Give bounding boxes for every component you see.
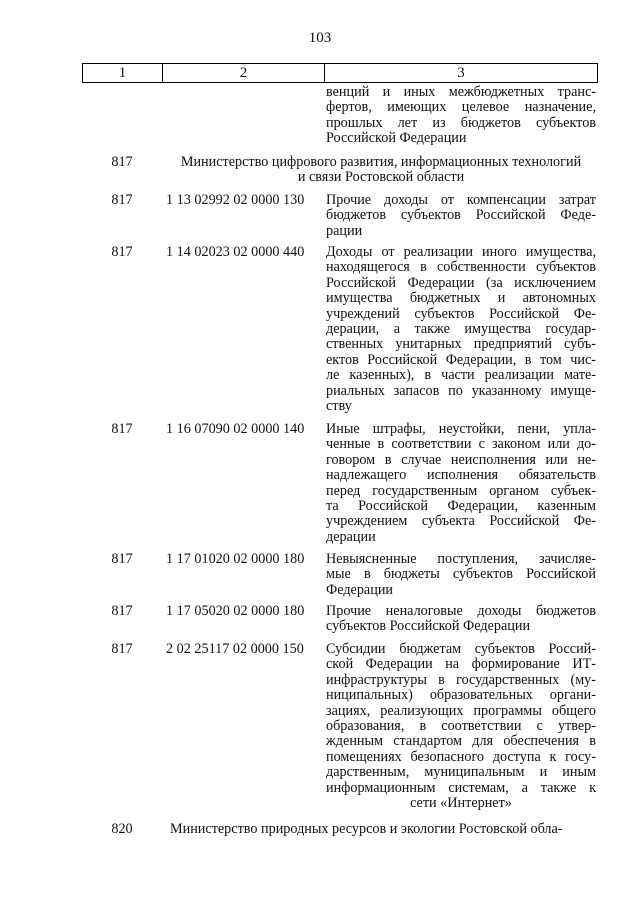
- text-line: дерации, а также имущества государ-: [326, 321, 596, 338]
- income-description: [326, 245, 596, 414]
- kbk-code: 1 16 07090 02 0000 140: [166, 421, 305, 437]
- kbk-code: 2 02 25117 02 0000 150: [166, 641, 304, 657]
- text-line: перед государственным органом субъек-: [326, 482, 596, 499]
- kbk-code: 1 13 02992 02 0000 130: [166, 192, 305, 208]
- text-line: сети «Интернет»: [410, 795, 512, 812]
- text-line: помещениях безопасного доступа к госу-: [326, 748, 596, 765]
- kbk-code: 1 17 05020 02 0000 180: [166, 603, 305, 619]
- text-line: и связи Ростовской области: [297, 169, 465, 186]
- text-line: ле казенных), в части реализации мате-: [326, 367, 596, 384]
- income-description: [326, 604, 596, 635]
- text-line: бюджетов субъектов Российской Феде-: [326, 207, 596, 224]
- text-line: Прочие доходы от компенсации затрат: [326, 192, 596, 208]
- text-line: жденным стандартом для обеспечения в: [326, 733, 596, 750]
- income-description: [326, 422, 596, 545]
- text-line: ской Федерации на формирование ИТ-: [326, 656, 596, 673]
- admin-code: 817: [111, 244, 133, 260]
- text-line: Российской Федерации: [326, 130, 467, 147]
- text-line: имущества бюджетных и автономных: [326, 290, 596, 307]
- text-line: та Российской Федерации, казенным: [326, 498, 596, 515]
- text-line: инфраструктуры в государственных (му-: [326, 671, 596, 688]
- text-line: ниципальных) образовательных органи-: [326, 687, 596, 704]
- text-line: ченные в соответствии с законом или до-: [326, 436, 596, 453]
- ministry-title: [170, 822, 596, 837]
- text-line: риальных запасов по указанному имуще-: [326, 382, 596, 399]
- column-header-2: 2: [163, 64, 325, 82]
- admin-code: 817: [111, 421, 133, 437]
- text-line: надлежащего исполнения обязательств: [326, 467, 596, 484]
- text-line: Доходы от реализации иного имущества,: [326, 244, 596, 260]
- text-line: дарственным, муниципальным и иным: [326, 764, 596, 781]
- text-line: информационным системам, а также к: [326, 779, 596, 796]
- text-line: Прочие неналоговые доходы бюджетов: [326, 603, 596, 619]
- text-line: говором в случае неисполнения или не-: [326, 451, 596, 468]
- text-line: учреждением субъекта Российской Фе-: [326, 513, 596, 530]
- text-line: Федерации: [326, 581, 394, 598]
- text-line: Субсидии бюджетам субъектов Россий-: [326, 641, 596, 657]
- text-line: Министерство цифрового развития, информационных технологий: [180, 154, 582, 170]
- kbk-code: 1 14 02023 02 0000 440: [166, 244, 305, 260]
- column-header-1: 1: [83, 64, 163, 82]
- carryover-text: [326, 85, 596, 147]
- page-number: 103: [308, 30, 332, 46]
- admin-code: 817: [111, 551, 133, 567]
- text-line: ектов Российской Федерации, в том чис-: [326, 351, 596, 368]
- income-description: [326, 193, 596, 239]
- text-line: субъектов Российской Федерации: [326, 618, 531, 635]
- text-line: мые в бюджеты субъектов Российской: [326, 566, 596, 583]
- admin-code: 817: [111, 641, 133, 657]
- income-description: [326, 642, 596, 811]
- text-line: Иные штрафы, неустойки, пени, упла-: [326, 421, 596, 437]
- text-line: зациях, реализующих программы общего: [326, 702, 596, 719]
- text-line: рации: [326, 222, 363, 239]
- ministry-title: [166, 155, 596, 186]
- text-line: учреждений субъектов Российской Фе-: [326, 305, 596, 322]
- text-line: дерации: [326, 528, 376, 545]
- text-line: образования, в соответствии с утвер-: [326, 718, 596, 735]
- admin-code: 817: [111, 154, 133, 170]
- kbk-code: 1 17 01020 02 0000 180: [166, 551, 305, 567]
- income-description: [326, 552, 596, 598]
- text-line: Российской Федерации (за исключением: [326, 274, 596, 291]
- table-column-header: [82, 63, 598, 83]
- admin-code: 817: [111, 192, 133, 208]
- text-line: фертов, имеющих целевое назначение,: [326, 99, 596, 116]
- admin-code: 817: [111, 603, 133, 619]
- text-line: находящегося в собственности субъектов: [326, 259, 596, 276]
- text-line: прошлых лет из бюджетов субъектов: [326, 114, 596, 131]
- column-header-3: 3: [457, 65, 465, 81]
- text-line: венций и иных межбюджетных транс-: [326, 84, 596, 100]
- text-line: Министерство природных ресурсов и экологии Ростовской обла-: [170, 821, 563, 837]
- text-line: ству: [326, 398, 352, 415]
- admin-code: 820: [111, 821, 133, 837]
- text-line: Невыясненные поступления, зачисляе-: [326, 551, 596, 567]
- text-line: ственных унитарных предприятий субъ-: [326, 336, 596, 353]
